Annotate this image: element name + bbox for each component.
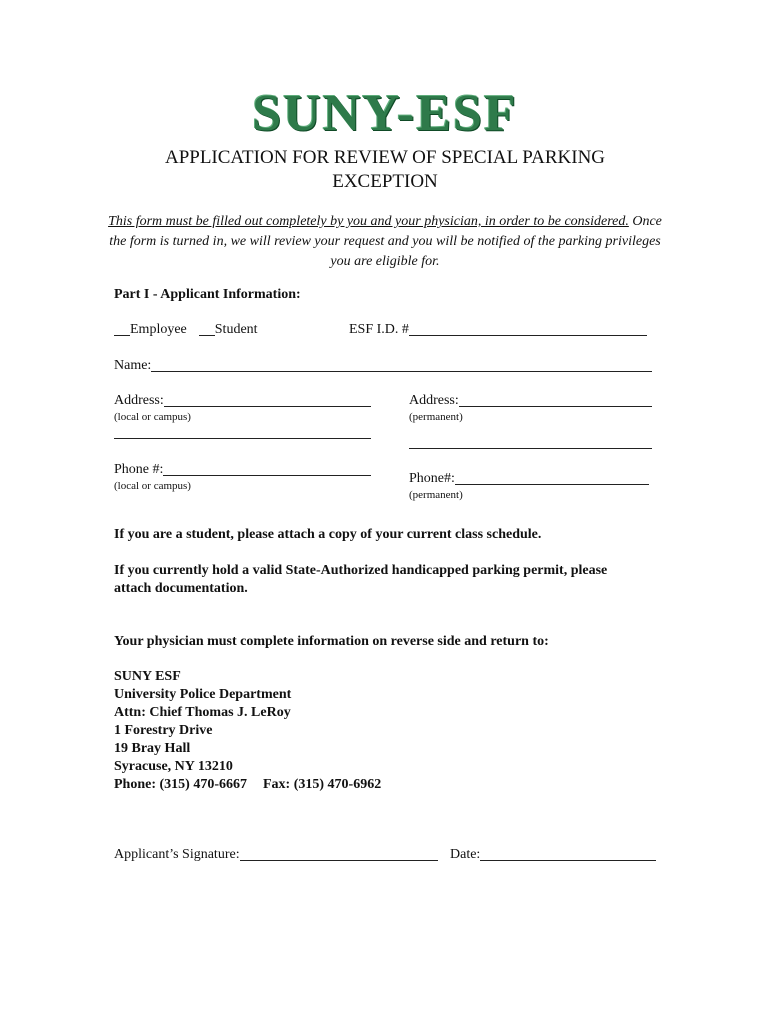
phone-perm-field[interactable]	[409, 470, 649, 488]
intro-rest-text: Once the form is turned in, we will review your request and you will be notified of the parking privileges you are eligible for.	[109, 214, 662, 269]
address-local-line[interactable]	[164, 405, 371, 407]
esf-id-line[interactable]	[409, 334, 647, 336]
address-local-label: Address:	[114, 393, 164, 408]
student-checkbox-blank[interactable]	[199, 335, 215, 336]
address-line: 19 Bray Hall	[114, 741, 191, 756]
physician-note: Your physician must complete information on reverse side and return to:	[114, 634, 549, 649]
address-perm-line[interactable]	[459, 405, 652, 407]
date-line[interactable]	[480, 859, 656, 861]
phone-local-line[interactable]	[163, 474, 371, 476]
student-schedule-note: If you are a student, please attach a copy of your current class schedule.	[114, 527, 542, 542]
intro-underlined-text: This form must be filled out completely by you and your physician, in order to be considered.	[108, 214, 629, 229]
student-option[interactable]	[199, 321, 258, 339]
applicant-type-options	[114, 321, 270, 339]
address-local-field[interactable]	[114, 392, 371, 410]
address-local-line2[interactable]	[114, 438, 371, 439]
part1-heading: Part I - Applicant Information:	[114, 287, 301, 302]
address-line: University Police Department	[114, 687, 292, 702]
phone-local-sub: (local or campus)	[114, 480, 191, 492]
phone-fax-line	[114, 776, 381, 794]
esf-id-label: ESF I.D. #	[349, 322, 409, 337]
address-perm-field[interactable]	[409, 392, 652, 410]
intro-paragraph	[100, 212, 670, 272]
employee-label: Employee	[130, 322, 187, 337]
employee-option[interactable]	[114, 321, 187, 339]
address-line: SUNY ESF	[114, 669, 181, 684]
address-line: Attn: Chief Thomas J. LeRoy	[114, 705, 291, 720]
signature-line[interactable]	[240, 859, 438, 861]
phone-local-label: Phone #:	[114, 462, 164, 477]
form-title-line1: APPLICATION FOR REVIEW OF SPECIAL PARKING	[164, 147, 606, 168]
contact-phone: Phone: (315) 470-6667	[114, 777, 247, 792]
address-perm-sub: (permanent)	[409, 411, 463, 423]
phone-perm-sub: (permanent)	[409, 489, 463, 501]
name-line[interactable]	[151, 370, 652, 372]
address-perm-label: Address:	[409, 393, 459, 408]
address-local-sub: (local or campus)	[114, 411, 191, 423]
phone-perm-line[interactable]	[455, 483, 649, 485]
permit-note-line2: attach documentation.	[114, 581, 248, 596]
signature-label: Applicant’s Signature:	[114, 847, 240, 862]
name-label: Name:	[114, 358, 152, 373]
esf-id-field[interactable]	[349, 321, 647, 339]
contact-fax: Fax: (315) 470-6962	[263, 777, 382, 792]
employee-checkbox-blank[interactable]	[114, 335, 130, 336]
form-title-line2: EXCEPTION	[332, 171, 438, 192]
address-line: Syracuse, NY 13210	[114, 759, 233, 774]
phone-local-field[interactable]	[114, 461, 371, 479]
phone-perm-label: Phone#:	[409, 471, 455, 486]
student-label: Student	[214, 322, 258, 337]
permit-note-line1: If you currently hold a valid State-Authorized handicapped parking permit, please	[114, 563, 608, 578]
signature-field[interactable]	[114, 846, 438, 864]
name-field[interactable]	[114, 357, 652, 375]
mailing-address-block	[114, 668, 381, 794]
date-field[interactable]	[450, 846, 656, 864]
date-label: Date:	[450, 847, 481, 862]
address-perm-line2[interactable]	[409, 448, 652, 449]
suny-esf-logo: SUNY-ESF	[252, 85, 518, 142]
address-line: 1 Forestry Drive	[114, 723, 213, 738]
